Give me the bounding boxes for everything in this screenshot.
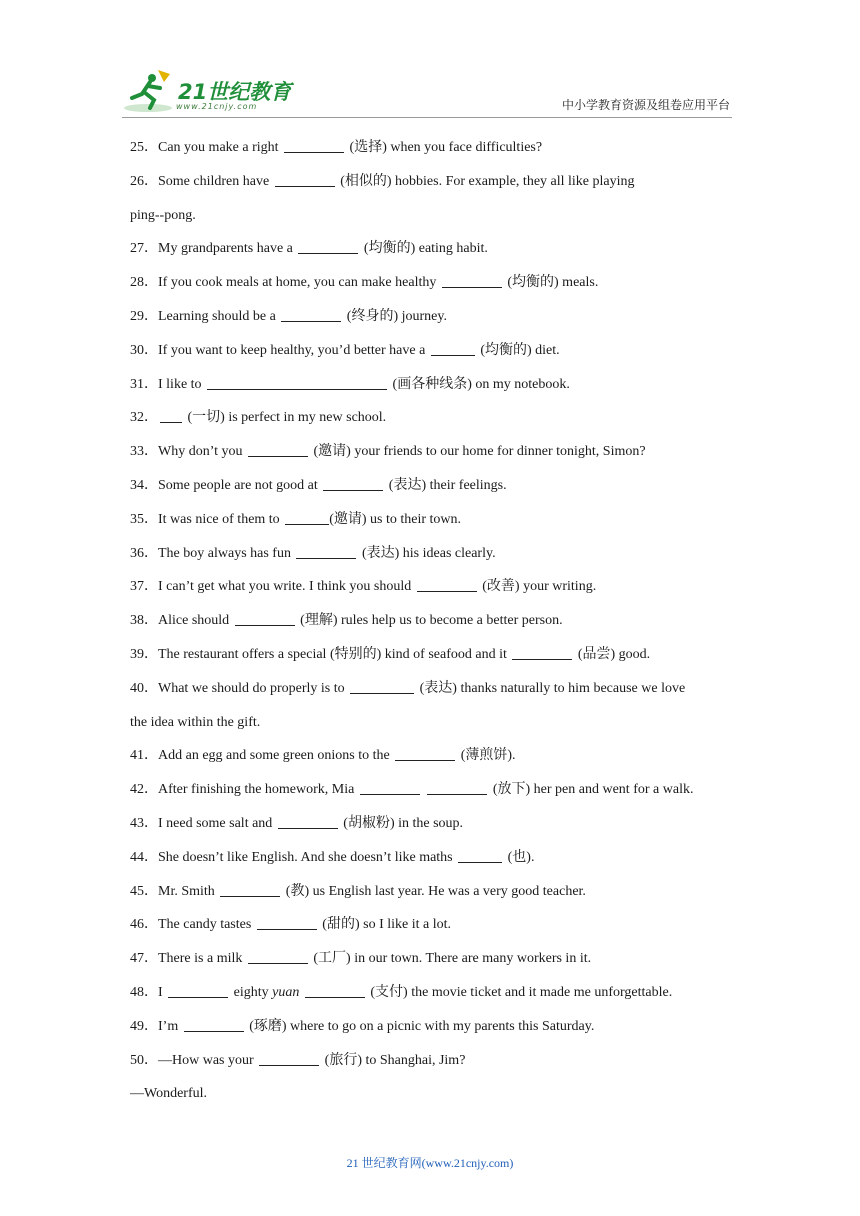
question-33	[130, 438, 736, 472]
question-text: (均衡的) meals.	[507, 275, 599, 291]
answer-blank-1[interactable]	[168, 983, 228, 998]
question-27	[130, 235, 736, 269]
question-text: —Wonderful.	[130, 1086, 208, 1102]
question-text: My grandparents have a	[158, 241, 293, 257]
question-number: 47．	[130, 951, 158, 967]
question-35	[130, 506, 736, 540]
question-text: eighty	[233, 984, 269, 1000]
question-42	[130, 776, 736, 810]
question-text: (画各种线条) on my notebook.	[392, 376, 570, 392]
question-text: (工厂) in our town. There are many workers in it.	[313, 951, 592, 967]
question-49	[130, 1013, 736, 1047]
question-31	[130, 371, 736, 405]
question-text: The candy tastes	[158, 917, 252, 933]
answer-blank[interactable]	[248, 442, 308, 457]
question-text: (琢磨) where to go on a picnic with my parents this Saturday.	[249, 1018, 595, 1034]
question-text: Can you make a right	[158, 140, 279, 155]
question-39	[130, 641, 736, 675]
question-number: 46．	[130, 917, 158, 933]
question-number: 43．	[130, 815, 158, 831]
question-number: 36．	[130, 545, 158, 561]
question-text: I can’t get what you write. I think you should	[158, 579, 412, 595]
question-number: 40．	[130, 680, 158, 696]
answer-blank[interactable]	[207, 375, 387, 390]
answer-blank[interactable]	[285, 510, 329, 525]
page-header	[0, 0, 860, 120]
question-text: (表达) his ideas clearly.	[361, 545, 496, 561]
question-number: 29．	[130, 308, 158, 324]
question-26-continued	[0, 202, 736, 236]
question-text: (教) us English last year. He was a very good teacher.	[285, 883, 586, 899]
answer-blank[interactable]	[298, 239, 358, 254]
question-text: The restaurant offers a special (特别的) kind of seafood and it	[158, 646, 507, 662]
question-number: 42．	[130, 782, 158, 798]
question-48	[130, 979, 736, 1013]
question-text: —How was your	[158, 1052, 254, 1068]
question-number: 39．	[130, 646, 158, 662]
question-text: Some children have	[158, 173, 270, 189]
answer-blank[interactable]	[257, 915, 317, 930]
question-38	[130, 607, 736, 641]
logo-text: 21世纪教育	[178, 80, 292, 104]
answer-blank[interactable]	[417, 577, 477, 592]
question-text: Some people are not good at	[158, 477, 318, 493]
answer-blank[interactable]	[235, 611, 295, 626]
question-number: 32．	[130, 410, 158, 426]
question-text: (相似的) hobbies. For example, they all like playing	[340, 173, 635, 189]
question-number: 26．	[130, 173, 158, 189]
answer-blank[interactable]	[248, 949, 308, 964]
question-number: 34．	[130, 477, 158, 493]
question-text: (表达) thanks naturally to him because we love	[419, 680, 686, 696]
question-number: 28．	[130, 275, 158, 291]
question-text: (改善) your writing.	[482, 579, 597, 595]
question-number: 41．	[130, 748, 158, 764]
question-text: After finishing the homework, Mia	[158, 782, 355, 798]
answer-blank[interactable]	[220, 882, 280, 897]
question-text: It was nice of them to	[158, 511, 280, 527]
answer-blank[interactable]	[275, 172, 335, 187]
question-text: (旅行) to Shanghai, Jim?	[324, 1052, 466, 1068]
question-29	[130, 303, 736, 337]
answer-blank[interactable]	[323, 476, 383, 491]
question-text: What we should do properly is to	[158, 680, 345, 696]
question-text: ping--pong.	[130, 207, 196, 223]
question-text: (选择) when you face difficulties?	[349, 140, 543, 155]
question-text: Learning should be a	[158, 308, 276, 324]
question-number: 37．	[130, 579, 158, 595]
question-number: 25．	[130, 140, 158, 155]
question-text: (表达) their feelings.	[388, 477, 507, 493]
question-number: 48．	[130, 984, 158, 1000]
question-text: Mr. Smith	[158, 883, 215, 899]
question-number: 27．	[130, 241, 158, 257]
question-number: 31．	[130, 376, 158, 392]
question-26	[130, 168, 736, 202]
answer-blank[interactable]	[281, 307, 341, 322]
question-text: (甜的) so I like it a lot.	[322, 917, 451, 933]
question-text: I like to	[158, 376, 202, 392]
site-logo	[122, 68, 292, 116]
question-text: If you cook meals at home, you can make healthy	[158, 275, 437, 291]
question-number: 50．	[130, 1052, 158, 1068]
question-text: (胡椒粉) in the soup.	[343, 815, 464, 831]
question-number: 44．	[130, 849, 158, 865]
question-40-continued	[130, 709, 736, 743]
answer-blank[interactable]	[350, 679, 414, 694]
question-number: 45．	[130, 883, 158, 899]
answer-blank[interactable]	[259, 1051, 319, 1066]
answer-blank[interactable]	[442, 273, 502, 288]
question-text: I need some salt and	[158, 815, 273, 831]
header-divider	[122, 117, 732, 118]
question-number: 35．	[130, 511, 158, 527]
question-47	[130, 945, 736, 979]
question-text: yuan	[272, 984, 300, 1000]
answer-blank-2[interactable]	[427, 780, 487, 795]
answer-blank-1[interactable]	[360, 780, 420, 795]
question-text: Add an egg and some green onions to the	[158, 748, 390, 764]
question-text: (均衡的) diet.	[480, 342, 560, 358]
question-list	[130, 134, 736, 1114]
answer-blank[interactable]	[160, 408, 182, 423]
question-50	[130, 1047, 736, 1081]
question-34	[130, 472, 736, 506]
answer-blank[interactable]	[278, 814, 338, 829]
question-number: 49．	[130, 1018, 158, 1034]
runner-logo-icon	[122, 68, 178, 114]
question-text: (放下) her pen and went for a walk.	[492, 782, 694, 798]
question-45	[130, 878, 736, 912]
question-text: (均衡的) eating habit.	[363, 241, 488, 257]
question-46	[130, 911, 736, 945]
question-number: 38．	[130, 613, 158, 629]
question-37	[130, 573, 736, 607]
question-text: (终身的) journey.	[346, 308, 447, 324]
answer-blank[interactable]	[431, 341, 475, 356]
answer-blank[interactable]	[284, 138, 344, 153]
question-text: The boy always has fun	[158, 545, 291, 561]
question-text: I’m	[158, 1018, 179, 1034]
question-43	[130, 810, 736, 844]
question-text: (邀请) us to their town.	[329, 511, 462, 527]
answer-blank[interactable]	[512, 645, 572, 660]
answer-blank[interactable]	[458, 848, 502, 863]
answer-blank[interactable]	[395, 746, 455, 761]
question-number: 33．	[130, 444, 158, 460]
question-40	[130, 675, 736, 709]
page-footer[interactable]: 21 世纪教育网(www.21cnjy.com)	[346, 1156, 514, 1170]
question-25	[130, 134, 736, 168]
question-text: (薄煎饼).	[460, 748, 516, 764]
question-30	[130, 337, 736, 371]
question-text: There is a milk	[158, 951, 243, 967]
question-text: Why don’t you	[158, 444, 243, 460]
question-text: Alice should	[158, 613, 230, 629]
answer-blank[interactable]	[296, 544, 356, 559]
question-41	[130, 742, 736, 776]
question-text: the idea within the gift.	[130, 714, 261, 730]
question-text: (也).	[507, 849, 535, 865]
question-text: (品尝) good.	[577, 646, 651, 662]
question-text: (支付) the movie ticket and it made me unforgettable.	[370, 984, 673, 1000]
question-28	[130, 269, 736, 303]
question-text: She doesn’t like English. And she doesn’t like maths	[158, 849, 453, 865]
question-text: (理解) rules help us to become a better person.	[300, 613, 563, 629]
question-44	[130, 844, 736, 878]
question-number: 30．	[130, 342, 158, 358]
logo-url: www.21cnjy.com	[176, 102, 258, 111]
question-text: If you want to keep healthy, you’d better have a	[158, 342, 426, 358]
question-text: (一切) is perfect in my new school.	[187, 410, 387, 426]
question-32	[130, 404, 736, 438]
answer-blank-2[interactable]	[305, 983, 365, 998]
answer-blank[interactable]	[184, 1017, 244, 1032]
question-text: (邀请) your friends to our home for dinner tonight, Simon?	[313, 444, 646, 460]
question-text: I	[158, 984, 163, 1000]
question-36	[130, 540, 736, 574]
question-50-reply	[130, 1080, 736, 1114]
platform-title: 中小学教育资源及组卷应用平台	[561, 98, 730, 112]
